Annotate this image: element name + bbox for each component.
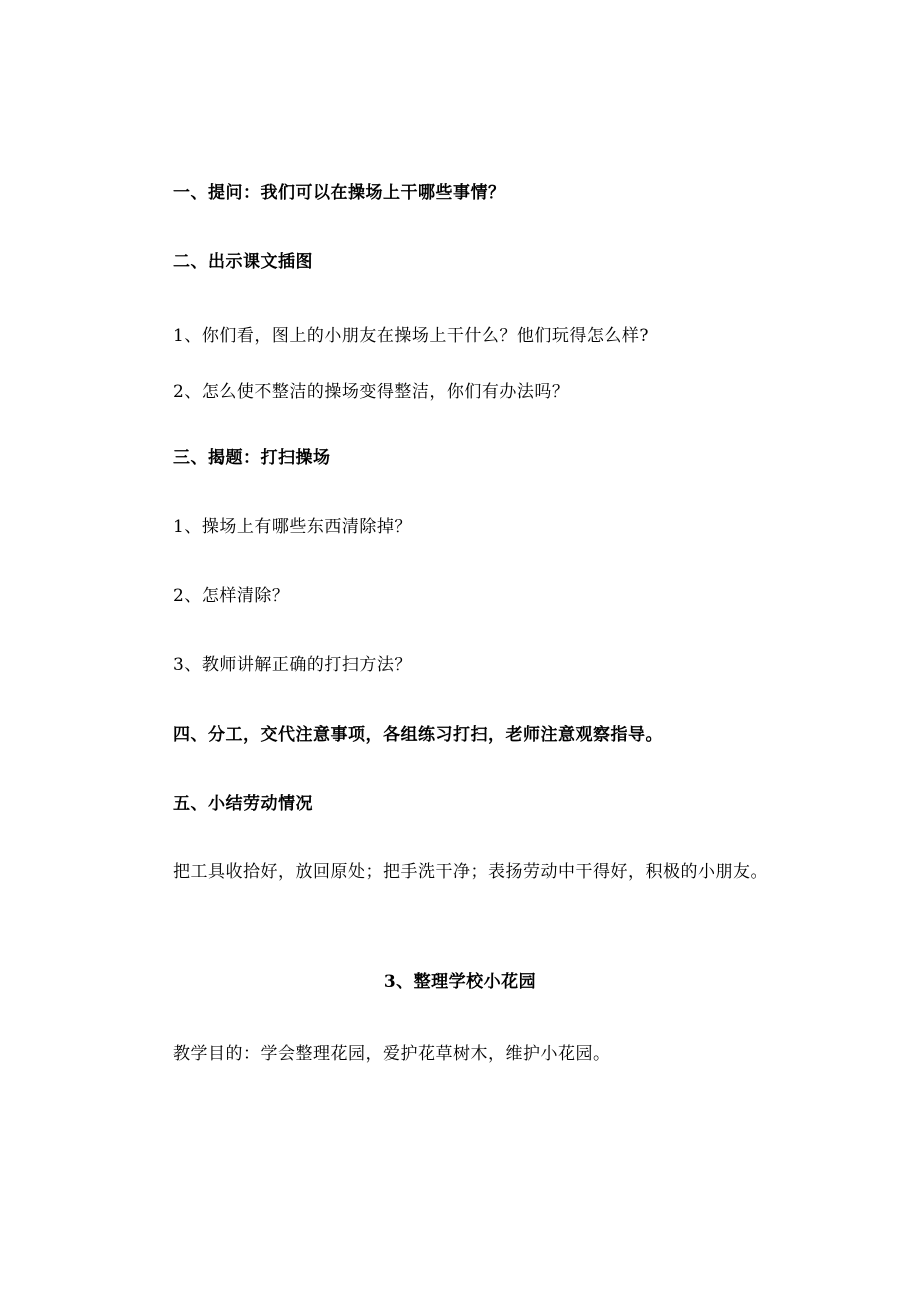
list-item: 3、教师讲解正确的打扫方法？ (173, 655, 412, 675)
heading-summary: 五、小结劳动情况 (173, 794, 313, 814)
heading-division-of-labor: 四、分工，交代注意事项，各组练习打扫，老师注意观察指导。 (173, 725, 663, 745)
section-title: 3、整理学校小花园 (383, 972, 537, 992)
teaching-objective: 教学目的：学会整理花园，爱护花草树木，维护小花园。 (173, 1044, 611, 1064)
list-item: 1、操场上有哪些东西清除掉？ (173, 517, 412, 537)
heading-reveal-topic: 三、揭题：打扫操场 (173, 448, 331, 468)
list-item: 2、怎样清除？ (173, 586, 290, 606)
list-item: 2、怎么使不整洁的操场变得整洁，你们有办法吗？ (173, 382, 570, 402)
heading-question: 一、提问：我们可以在操场上干哪些事情？ (173, 183, 506, 203)
summary-paragraph: 把工具收拾好，放回原处；把手洗干净；表扬劳动中干得好，积极的小朋友。 (173, 862, 768, 882)
list-item: 1、你们看，图上的小朋友在操场上干什么？他们玩得怎么样? (173, 326, 649, 346)
heading-show-illustration: 二、出示课文插图 (173, 252, 313, 272)
